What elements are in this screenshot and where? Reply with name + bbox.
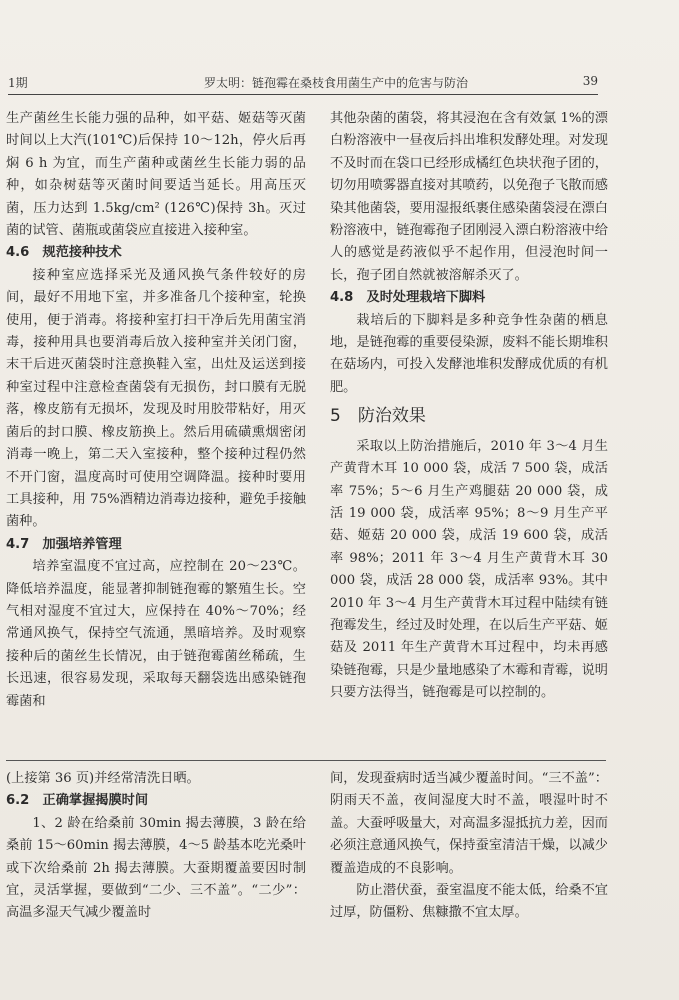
- running-title: 罗太明：链孢霉在桑枝食用菌生产中的危害与防治: [204, 76, 469, 90]
- section-heading-5: 5 防治效果: [330, 406, 426, 427]
- section-heading-4-7: 4.7 加强培养管理: [6, 536, 122, 552]
- page-header: [8, 74, 598, 96]
- paragraph-continued-right: 其他杂菌的菌袋，将其浸泡在含有效氯 1%的漂白粉溶液中一昼夜后抖出堆积发酵处理。对发现不及时而在袋口已经形成橘红色块状孢子团的，切勿用喷雾器直接对其喷药，以免孢子飞散而感染其他菌袋，要用湿报纸裹住感染菌袋浸在漂白粉溶液中，链孢霉孢子团刚浸入漂白粉溶液中给人的感觉是药液似乎不起作用，但浸泡时间一长，孢子团自然就被溶解杀灭了。: [330, 111, 608, 283]
- section-heading-6-2: 6.2 正确掌握揭膜时间: [6, 793, 149, 809]
- right-column: [330, 108, 608, 705]
- paragraph-bottom-right-2: 防止潜伏蚕，蚕室温度不能太低，给桑不宜过厚，防僵粉、焦糠撒不宜太厚。: [330, 883, 608, 921]
- paragraph-continued: 生产菌丝生长能力强的品种，如平菇、姬菇等灭菌时间以上大汽(101℃)后保持 10～12h，停火后再焖 6 h 为宜，而生产菌种或菌丝生长能力弱的品种，如杂树菇等灭菌时间要适当延长。用高压灭菌，压力达到 1.5kg/cm² (126℃)保持 3h。灭过菌的试管、菌瓶或菌袋应直接进入接种室。: [6, 111, 306, 239]
- section-heading-4-6: 4.6 规范接种技术: [6, 245, 122, 261]
- header-rule: [8, 94, 598, 95]
- left-column: [6, 108, 306, 713]
- bottom-left-column: [6, 768, 306, 925]
- section-heading-4-8: 4.8 及时处理栽培下脚料: [330, 290, 486, 306]
- article-divider: [6, 760, 606, 761]
- issue-number: 1期: [8, 76, 28, 90]
- page-number: 39: [582, 74, 598, 88]
- paragraph-4-7: 培养室温度不宜过高，应控制在 20～23℃。降低培养温度，能显著抑制链孢霉的繁殖生长。空气相对湿度不宜过大，应保持在 40%～70%；经常通风换气，保持空气流通，黑暗培养。及时观察接种后的菌丝生长情况，由于链孢霉菌丝稀疏，生长迅速，很容易发现，采取每天翻袋选出感染链孢霉菌和: [6, 559, 306, 709]
- paragraph-6-2: 1、2 龄在给桑前 30min 揭去薄膜，3 龄在给桑前 15～60min 揭去薄膜，4～5 龄基本吃光桑叶或下次给桑前 2h 揭去薄膜。大蚕期覆盖要因时制宜，灵活掌握，要做到“二少、三不盖”。“二少”：高温多湿天气减少覆盖时: [6, 815, 306, 921]
- bottom-right-column: [330, 768, 608, 925]
- paragraph-bottom-right-1: 间，发现蚕病时适当减少覆盖时间。“三不盖”：阴雨天不盖，夜间湿度大时不盖，喂湿叶时不盖。大蚕呼吸量大，对高温多湿抵抗力差，因而必须注意通风换气，保持蚕室清洁干燥，以减少覆盖造成的不良影响。: [330, 771, 608, 876]
- continued-from-note: (上接第 36 页)并经常清洗日晒。: [6, 771, 200, 786]
- paragraph-4-6: 接种室应选择采光及通风换气条件较好的房间，最好不用地下室，并多准备几个接种室，轮换使用，便于消毒。将接种室打扫干净后先用菌宝消毒，接种用具也要消毒后放入接种室并关闭门窗，末干后进灭菌袋时注意换鞋入室，出灶及运送到接种室过程中注意检查菌袋有无损伤，封口膜有无脱落，橡皮筋有无损坏，发现及时用胶带粘好，用灭菌后的封口膜、橡皮筋换上。然后用硫磺熏烟密闭消毒一晚上，第二天入室接种，整个接种过程仍然不开门窗，温度高时可使用空调降温。接种时要用工具接种，用 75%酒精边消毒边接种，避免手接触菌种。: [6, 267, 306, 530]
- paragraph-4-8: 栽培后的下脚料是多种竞争性杂菌的栖息地，是链孢霉的重要侵染源，废料不能长期堆积在菇场内，可投入发酵池堆积发酵成优质的有机肥。: [330, 312, 608, 395]
- paragraph-5: 采取以上防治措施后，2010 年 3～4 月生产黄背木耳 10 000 袋，成活 7 500 袋，成活率 75%；5～6 月生产鸡腿菇 20 000 袋，成活 19 000 袋，成活率 95%；8～9 月生产平菇、姬菇 20 000 袋，成活 19 600 袋，成活率 98%；2011 年 3～4 月生产黄背木耳 30 000 袋，成活 28 000 袋，成活率 93%。其中 2010 年 3～4 月生产黄背木耳过程中陆续有链孢霉发生，经过及时处理，在以后生产平菇、姬菇及 2011 年生产黄背木耳过程中，均未再感染链孢霉，只是少量地感染了木霉和青霉，说明只要方法得当，链孢霉是可以控制的。: [330, 438, 608, 701]
